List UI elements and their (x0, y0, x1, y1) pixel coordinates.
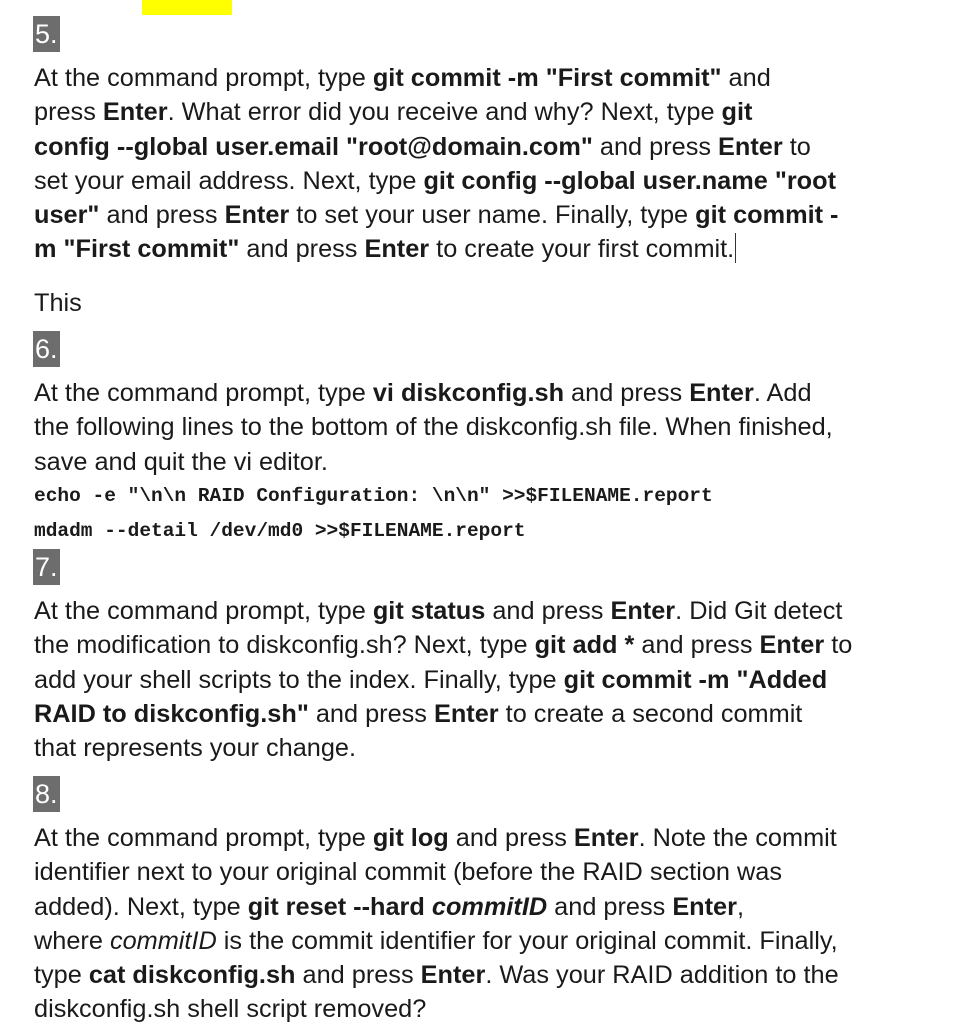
step-6-line-3: save and quit the vi editor. (34, 447, 328, 476)
text-cursor (735, 233, 736, 263)
step-6-line-2: the following lines to the bottom of the diskconfig.sh file. When finished, (34, 413, 833, 442)
step-7-line-3: add your shell scripts to the index. Finally, type git commit -m "Added (34, 665, 828, 694)
step-8-line-5: type cat diskconfig.sh and press Enter. Was your RAID addition to the (34, 961, 839, 990)
step-8-line-6: diskconfig.sh shell script removed? (34, 995, 427, 1024)
code-line-mdadm: mdadm --detail /dev/md0 >>$FILENAME.report (34, 520, 526, 542)
step-7-line-4: RAID to diskconfig.sh" and press Enter to create a second commit (34, 699, 803, 728)
step-8-line-1: At the command prompt, type git log and press Enter. Note the commit (34, 824, 837, 852)
step-8-line-2: identifier next to your original commit (before the RAID section was (34, 858, 782, 887)
step-5-number: 5. (33, 16, 60, 52)
step-5-line-1: At the command prompt, type git commit -m "First commit" and (34, 64, 771, 92)
step-6-line-1: At the command prompt, type vi diskconfig.sh and press Enter. Add (34, 379, 812, 407)
step-5-line-2: press Enter. What error did you receive and why? Next, type git (34, 98, 753, 127)
step-7-number: 7. (33, 549, 60, 585)
step-8-number: 8. (33, 776, 60, 812)
step-7-instructions (34, 594, 954, 765)
step-5-line-3: config --global user.email "root@domain.com" and press Enter to (34, 132, 811, 161)
step-7-line-1: At the command prompt, type git status and press Enter. Did Git detect (34, 597, 843, 625)
step-8-instructions (34, 821, 954, 1027)
step-5-line-5: user" and press Enter to set your user name. Finally, type git commit - (34, 201, 839, 230)
code-line-echo: echo -e "\n\n RAID Configuration: \n\n" >>$FILENAME.report (34, 485, 713, 507)
note-text: This (34, 289, 82, 317)
step-7-line-2: the modification to diskconfig.sh? Next, type git add * and press Enter to (34, 631, 853, 660)
step-5-note (34, 286, 954, 320)
step-5-line-4: set your email address. Next, type git config --global user.name "root (34, 166, 837, 195)
step-6-instructions (34, 376, 954, 479)
step-5-line-6: m "First commit" and press Enter to create your first commit. (34, 235, 735, 264)
yellow-highlight-mark (142, 0, 232, 15)
step-5-instructions (34, 61, 954, 267)
step-6-number: 6. (33, 331, 60, 367)
step-7-line-5: that represents your change. (34, 734, 357, 763)
step-8-line-3: added). Next, type git reset --hard commitID and press Enter, (34, 892, 745, 921)
step-8-line-4: where commitID is the commit identifier for your original commit. Finally, (34, 926, 838, 955)
